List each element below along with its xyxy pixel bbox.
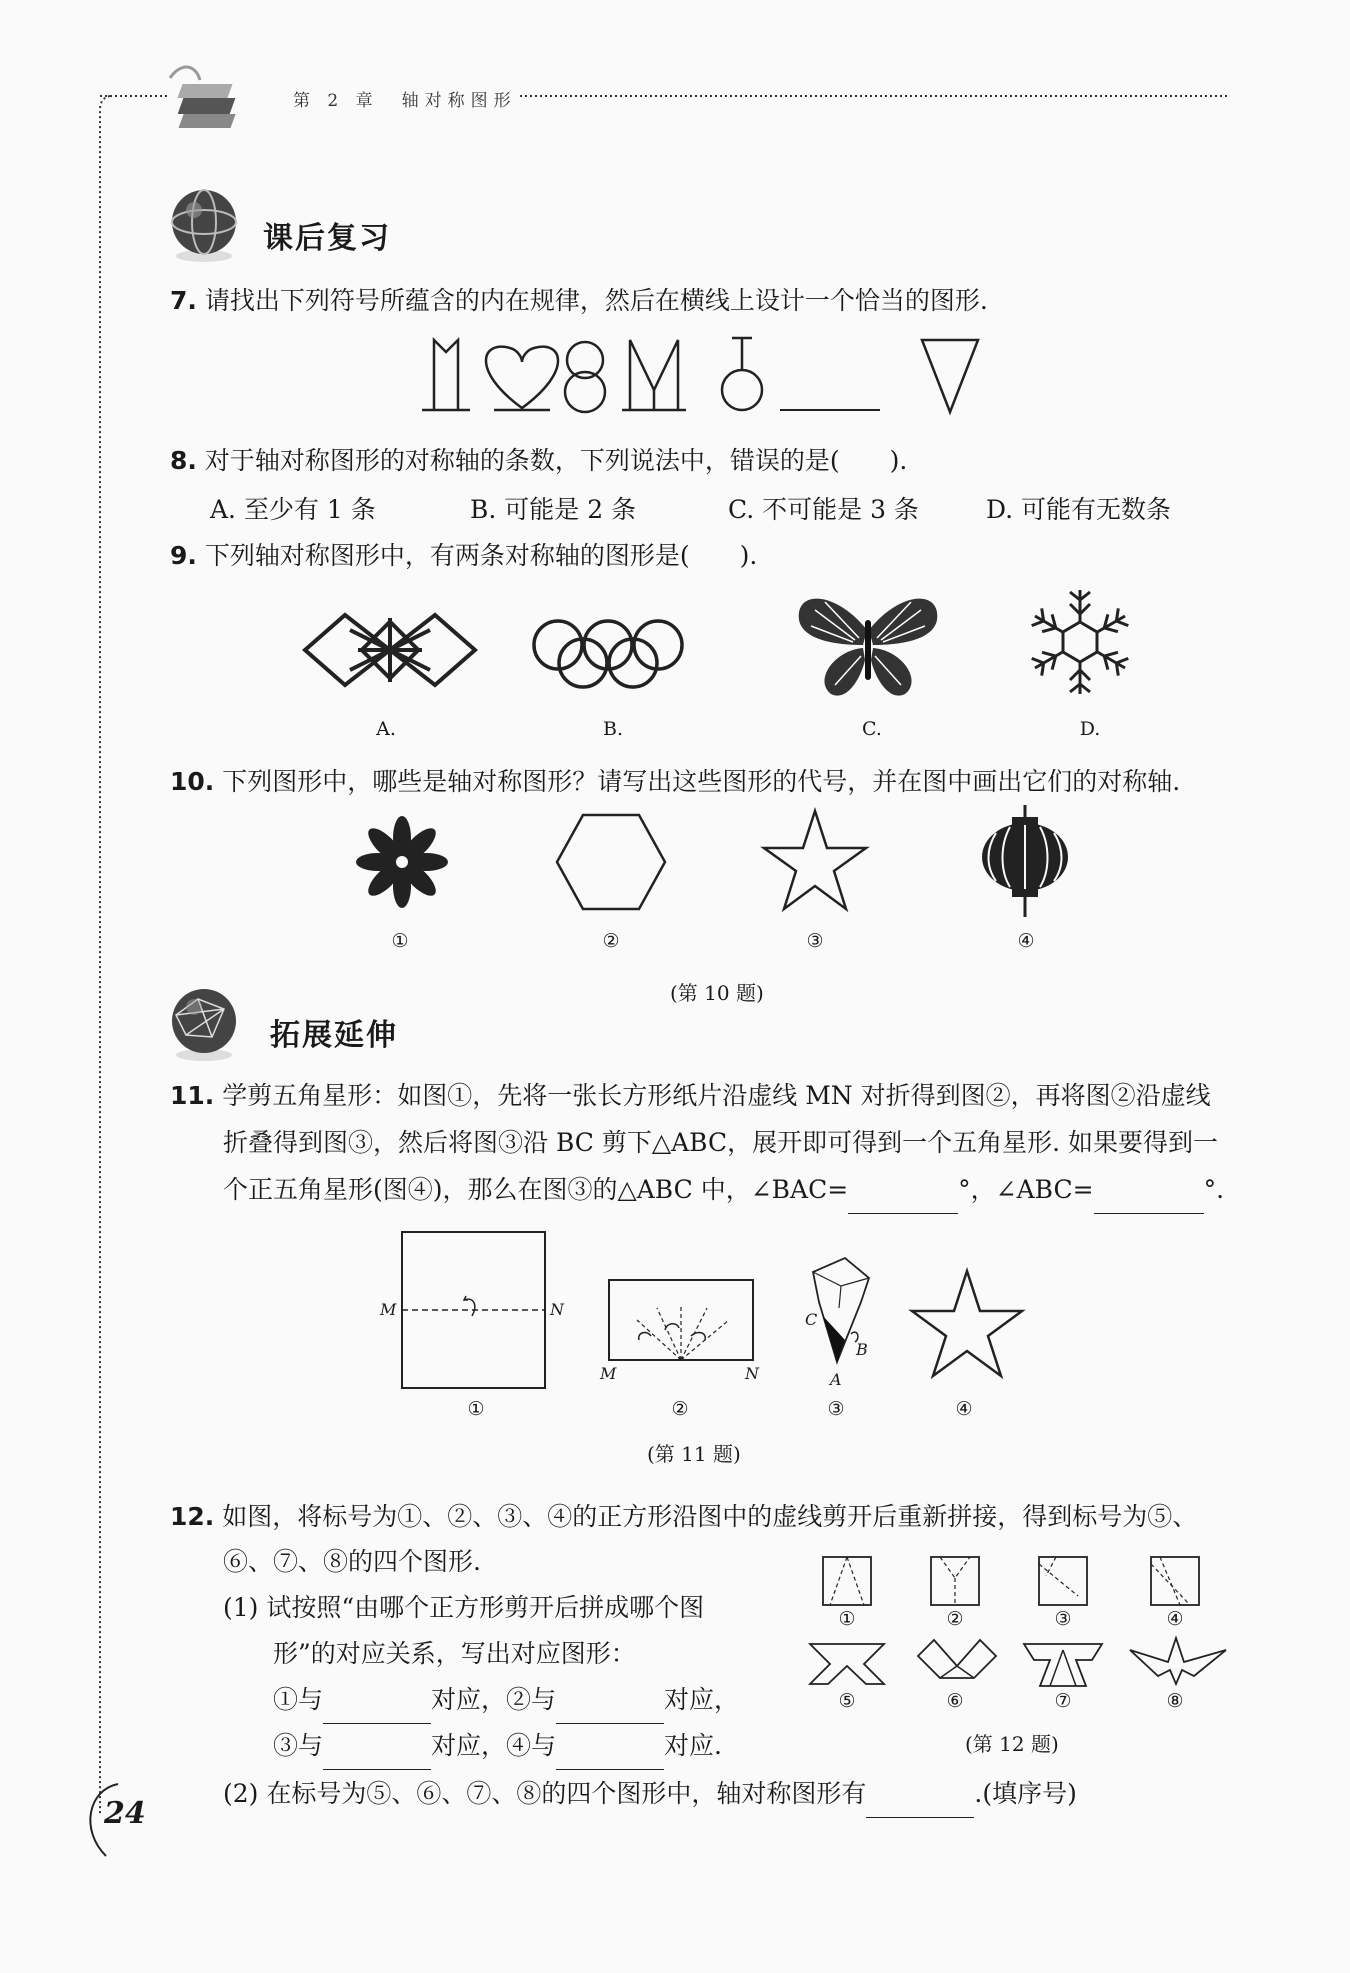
q11-label-c: C <box>805 1310 818 1329</box>
q11-figure-4-star <box>908 1268 1026 1380</box>
q12-answer-row-2: ③与 对应，④与 对应. <box>273 1722 722 1770</box>
q10-label-3: ③ <box>806 930 824 952</box>
q11-figure-2-folded <box>607 1278 755 1362</box>
snowflake-figure <box>1025 585 1135 700</box>
q12-answer-row-1: ①与 对应，②与 对应， <box>273 1676 739 1724</box>
q8-option-a[interactable]: A. 至少有 1 条 <box>210 495 376 524</box>
q11-label-n2: N <box>745 1364 759 1383</box>
q12-square-2 <box>930 1556 980 1606</box>
q11-caption: (第 11 题) <box>647 1442 741 1466</box>
question-12-line-2: ⑥、⑦、⑧的四个图形. <box>223 1547 481 1576</box>
hexagon-figure <box>555 812 667 912</box>
q11-label-b: B <box>856 1340 868 1359</box>
symbol-heart <box>486 347 558 408</box>
star-figure <box>760 808 870 913</box>
q12-blank-2[interactable] <box>556 1697 664 1724</box>
q12-caption: (第 12 题) <box>965 1732 1059 1756</box>
globe-icon <box>168 186 240 270</box>
q10-label-2: ② <box>602 930 620 952</box>
page-number: 24 <box>104 1796 146 1831</box>
q11-blank-bac[interactable] <box>848 1187 958 1214</box>
q11-blank-abc[interactable] <box>1094 1187 1204 1214</box>
question-7: 7. 请找出下列符号所蕴含的内在规律，然后在横线上设计一个恰当的图形. <box>170 286 988 315</box>
flower-figure <box>355 815 450 910</box>
q12-bottom-label-5: ⑤ <box>838 1690 856 1712</box>
question-8: 8. 对于轴对称图形的对称轴的条数，下列说法中，错误的是( ). <box>170 446 908 475</box>
question-9: 9. 下列轴对称图形中，有两条对称轴的图形是( ). <box>170 541 758 570</box>
q9-label-c: C. <box>862 718 882 740</box>
q12-part1-line-1: (1) 试按照“由哪个正方形剪开后拼成哪个图 <box>223 1593 705 1622</box>
q11-figure-1-rectangle <box>400 1230 547 1390</box>
question-10: 10. 下列图形中，哪些是轴对称图形？请写出这些图形的代号，并在图中画出它们的对称轴. <box>170 767 1181 796</box>
q12-top-label-2: ② <box>946 1608 964 1630</box>
q9-label-a: A. <box>376 718 396 740</box>
q12-shape-6 <box>916 1638 998 1686</box>
symbol-eight <box>565 342 605 412</box>
q12-blank-1[interactable] <box>323 1697 431 1724</box>
q12-top-label-4: ④ <box>1166 1608 1184 1630</box>
q9-label-d: D. <box>1079 718 1101 740</box>
q11-label-2: ② <box>671 1398 689 1420</box>
q11-label-4: ④ <box>955 1398 973 1420</box>
question-11-line-3: 个正五角星形(图④)，那么在图③的△ABC 中，∠BAC= °，∠ABC= °. <box>223 1166 1224 1214</box>
q12-square-4 <box>1150 1556 1200 1606</box>
symbol-mirrored-one <box>422 340 470 410</box>
q12-bottom-label-6: ⑥ <box>946 1690 964 1712</box>
q12-shape-7 <box>1022 1642 1104 1688</box>
q8-option-c[interactable]: C. 不可能是 3 条 <box>728 495 919 524</box>
lantern-figure <box>980 805 1070 917</box>
header-chapter: 第 2 章 轴对称图形 <box>293 91 517 111</box>
q12-bottom-label-8: ⑧ <box>1166 1690 1184 1712</box>
question-12-line-1: 12. 如图，将标号为①、②、③、④的正方形沿图中的虚线剪开后重新拼接，得到标号为⑤、 <box>170 1502 1198 1531</box>
symbol-mirrored-m <box>622 340 686 410</box>
q11-label-m1: M <box>380 1300 397 1319</box>
q12-part1-line-2: 形”的对应关系，写出对应图形： <box>273 1639 636 1668</box>
q10-caption: (第 10 题) <box>670 981 764 1005</box>
q12-bottom-label-7: ⑦ <box>1054 1690 1072 1712</box>
q8-option-b[interactable]: B. 可能是 2 条 <box>470 495 637 524</box>
chinese-knot-figure <box>300 605 480 695</box>
q12-shape-5 <box>808 1640 886 1685</box>
q11-label-m2: M <box>600 1364 617 1383</box>
q10-label-4: ④ <box>1017 930 1035 952</box>
q12-square-3 <box>1038 1556 1088 1606</box>
olympic-rings-figure <box>530 615 690 685</box>
butterfly-figure <box>795 590 940 700</box>
q12-square-1 <box>822 1556 872 1606</box>
globe-network-icon <box>168 985 240 1069</box>
q12-top-label-3: ③ <box>1054 1608 1072 1630</box>
question-11-line-2: 折叠得到图③，然后将图③沿 BC 剪下△ABC，展开即可得到一个五角星形. 如果要得到一 <box>223 1128 1218 1157</box>
q10-label-1: ① <box>391 930 409 952</box>
q9-label-b: B. <box>602 718 623 740</box>
q12-shape-8 <box>1128 1636 1228 1686</box>
symbol-inverted-triangle <box>922 340 978 412</box>
section-title-extend: 拓展延伸 <box>270 1018 398 1053</box>
q12-top-label-1: ① <box>838 1608 856 1630</box>
q12-blank-3[interactable] <box>323 1743 431 1770</box>
q11-label-1: ① <box>467 1398 485 1420</box>
header-dotted-line <box>100 94 1240 104</box>
q12-part2: (2) 在标号为⑤、⑥、⑦、⑧的四个图形中，轴对称图形有 .(填序号) <box>223 1770 1077 1818</box>
q11-label-3: ③ <box>827 1398 845 1420</box>
q8-option-d[interactable]: D. 可能有无数条 <box>986 495 1172 524</box>
q12-blank-4[interactable] <box>556 1743 664 1770</box>
q11-label-n1: N <box>550 1300 564 1319</box>
symbol-mirrored-five <box>722 338 762 410</box>
page-left-dotted-border <box>96 96 116 1816</box>
q7-symbol-sequence <box>410 330 1010 420</box>
q12-blank-5[interactable] <box>866 1791 974 1818</box>
question-11-line-1: 11. 学剪五角星形：如图①，先将一张长方形纸片沿虚线 MN 对折得到图②，再将图②沿虚线 <box>170 1081 1211 1110</box>
q11-label-a: A <box>830 1370 842 1389</box>
section-title-review: 课后复习 <box>263 221 391 256</box>
